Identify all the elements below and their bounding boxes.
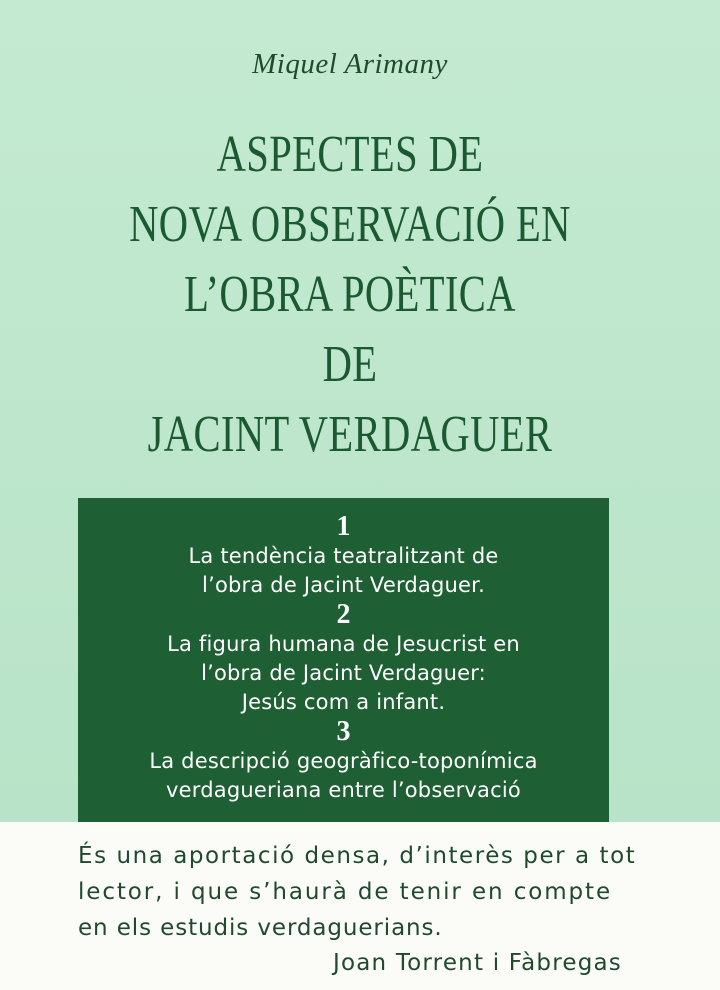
title-line: NOVA OBSERVACIÓ EN [129, 196, 571, 253]
essay-number: 1 [336, 511, 351, 542]
essay-title-line: l’obra de Jacint Verdaguer: [201, 661, 486, 685]
title-line: ASPECTES DE [216, 126, 484, 183]
title-line: DE [322, 336, 378, 393]
contents-box [78, 498, 609, 822]
author-name: Miquel Arimany [252, 48, 448, 80]
essay-title-line: Jesús com a infant. [241, 690, 446, 714]
essay-number: 2 [336, 599, 351, 630]
essay-title-line: verdagueriana entre l’observació [166, 778, 521, 802]
essay-title-line: La descripció geogràfico-toponímica [149, 749, 538, 773]
quote-line: lector, i que s’haurà de tenir en compte [78, 879, 612, 905]
quote-line: És una aportació densa, d’interès per a tot [78, 843, 637, 869]
essay-number: 3 [336, 716, 351, 747]
essay-title-line: La figura humana de Jesucrist en [167, 632, 520, 656]
title-line: L’OBRA POÈTICA [184, 266, 516, 323]
contents-list [78, 498, 609, 805]
quote-signature: Joan Torrent i Fàbregas [332, 950, 622, 976]
book-title [0, 120, 700, 470]
title-line: JACINT VERDAGUER [147, 406, 553, 463]
review-quote [78, 838, 636, 946]
essay-title-line: La tendència teatralitzant de [188, 544, 499, 568]
quote-line: en els estudis verdaguerians. [78, 915, 443, 941]
essay-title-line: l’obra de Jacint Verdaguer. [202, 573, 485, 597]
